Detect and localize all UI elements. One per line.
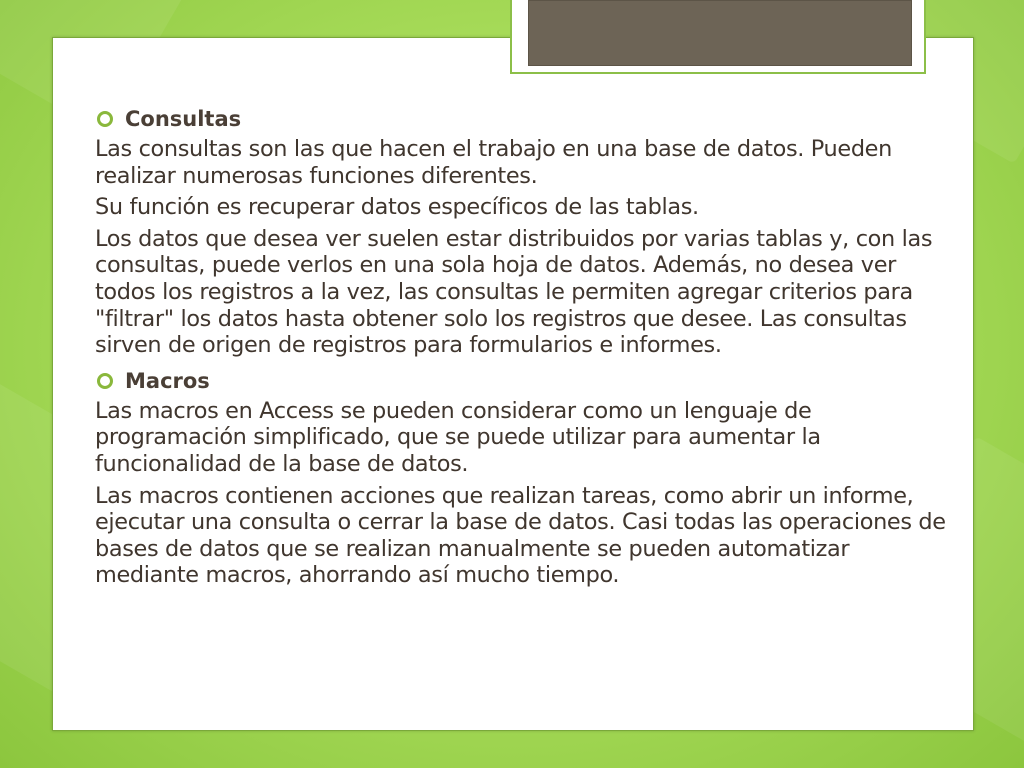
paragraph: Las macros contienen acciones que realizan tareas, como abrir un informe, ejecutar una consulta o cerrar la base de datos. Casi todas las operaciones de bases de datos que se realizan manualmente se pueden automatizar mediante macros, ahorrando así mucho tiempo. (95, 482, 946, 589)
bullet-heading-row (95, 364, 955, 398)
section-consultas (95, 102, 955, 359)
paragraph: Las consultas son las que hacen el trabajo en una base de datos. Pueden realizar numerosas funciones diferentes. (95, 136, 892, 189)
section-heading: Macros (125, 368, 210, 393)
title-placeholder (528, 0, 912, 66)
slide-body (95, 102, 955, 594)
paragraph: Las macros en Access se pueden considerar como un lenguaje de programación simplificado, que se puede utilizar para aumentar la funcionalidad de la base de datos. (95, 397, 821, 477)
section-heading: Consultas (125, 107, 242, 131)
circle-bullet-icon (97, 111, 113, 127)
paragraph: Su función es recuperar datos específicos de las tablas. (95, 194, 699, 221)
section-macros (95, 364, 955, 589)
paragraph: Los datos que desea ver suelen estar distribuidos por varias tablas y, con las consultas, puede verlos en una sola hoja de datos. Además, no desea ver todos los registros a la vez, las consultas le permiten agregar criterios para "filtrar" los datos hasta obtener solo los registros que desee. Las consultas sirven de origen de registros para formularios e informes. (95, 225, 933, 359)
bullet-heading-row (95, 102, 955, 136)
circle-bullet-icon (97, 373, 113, 389)
